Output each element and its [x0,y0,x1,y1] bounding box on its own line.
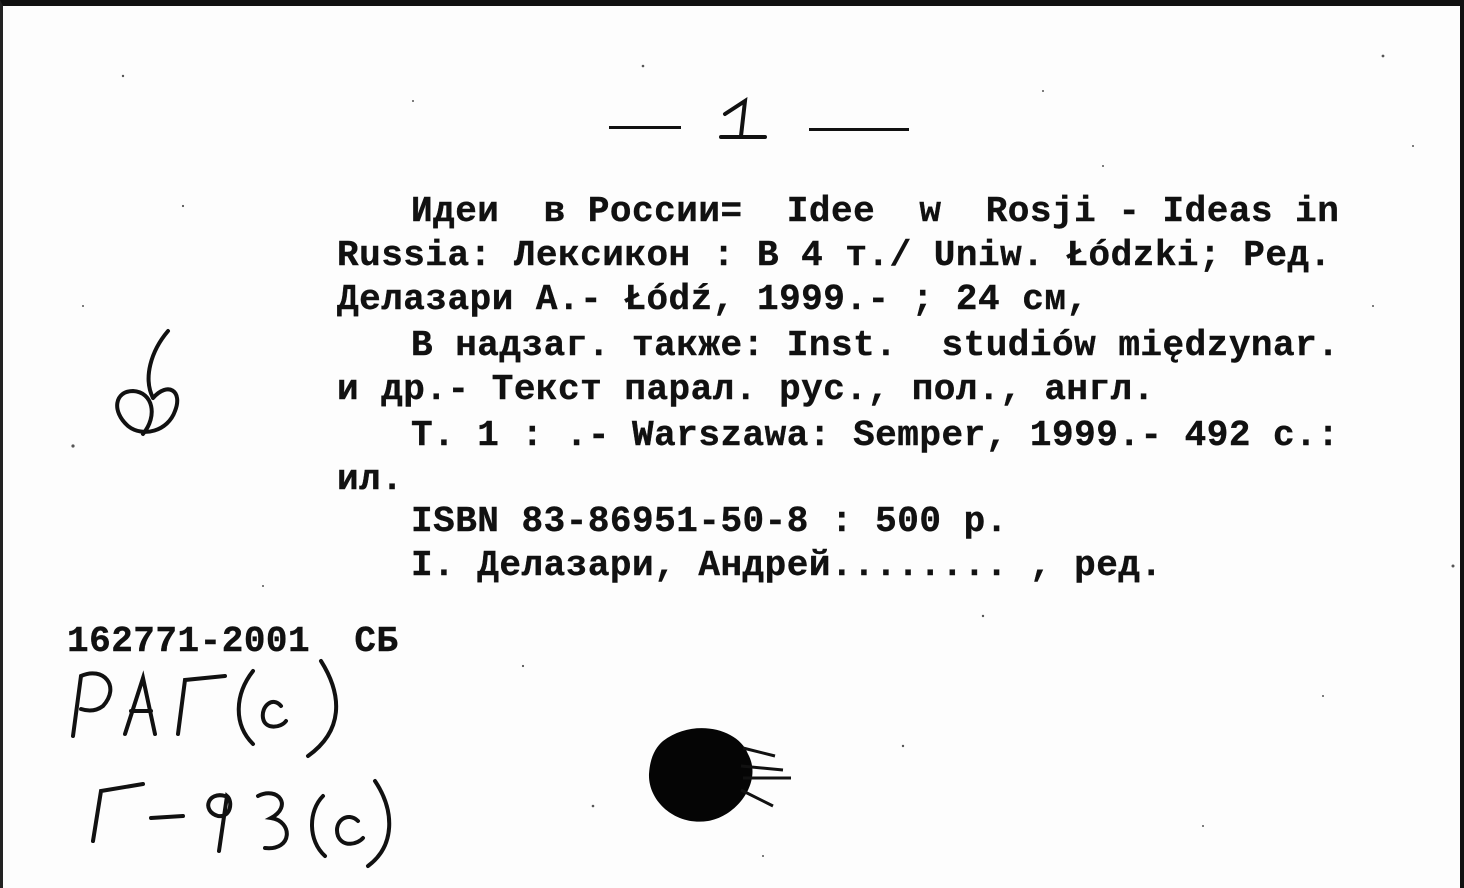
bib-line-1: Идеи в России= Idee w Rosji - Ideas in [411,191,1340,232]
bib-line-7: ил. [337,459,404,500]
bib-line-4: В надзаг. также: Inst. studiów międzynar. [411,325,1340,366]
ink-blot [649,728,753,822]
bib-line-5: и др.- Текст парал. рус., пол., англ. [337,369,1155,410]
accession-number: 162771-2001 СБ [67,621,399,662]
editor-line: I. Делазари, Андрей........ , ред. [411,545,1163,586]
isbn-line: ISBN 83-86951-50-8 : 500 р. [411,501,1008,542]
g93-handwritten [93,781,389,866]
page-number-handwritten [721,101,765,137]
header-dash-left [609,126,681,129]
side-mark-handwritten [117,331,177,434]
header-dash-right [809,128,909,131]
bib-line-2: Russia: Лексикон : В 4 т./ Uniw. Łódzki; Ред. [337,235,1332,276]
bib-line-3: Делазари А.- Łódź, 1999.- ; 24 см, [337,279,1089,320]
bib-line-6: Т. 1 : .- Warszawa: Semper, 1999.- 492 с.: [411,415,1340,456]
rag-handwritten [73,661,336,756]
